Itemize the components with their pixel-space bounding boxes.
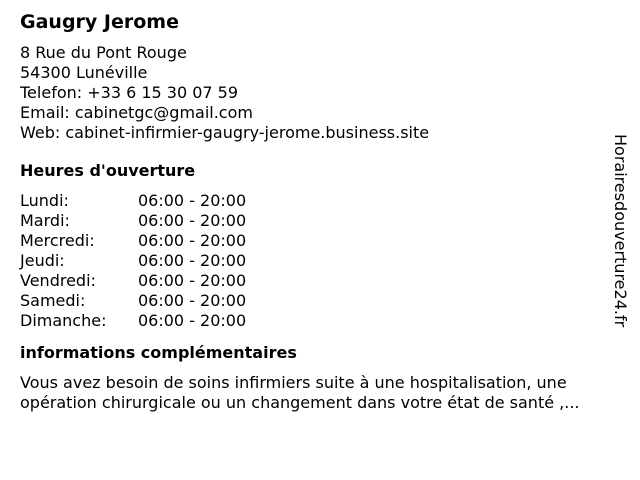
info-description: Vous avez besoin de soins infirmiers suite à une hospitalisation, une opération chirurgicale ou un changement dans votre état de santé ,... [20,373,580,412]
business-card [20,0,620,413]
hours-time: 06:00 - 20:00 [138,271,247,290]
hours-row [20,311,620,331]
hours-day: Samedi: [20,291,86,310]
hours-day: Lundi: [20,191,69,210]
hours-time: 06:00 - 20:00 [138,251,247,270]
business-name: Gaugry Jerome [20,11,179,33]
hours-row [20,231,620,251]
hours-row [20,251,620,271]
hours-row [20,211,620,231]
street-address: 8 Rue du Pont Rouge [20,43,187,62]
hours-time: 06:00 - 20:00 [138,191,247,210]
hours-row [20,191,620,211]
hours-table [20,191,620,331]
hours-day: Mardi: [20,211,70,230]
hours-time: 06:00 - 20:00 [138,211,247,230]
site-watermark: Horairesdouverture24.fr [611,134,630,328]
hours-time: 06:00 - 20:00 [138,291,247,310]
hours-heading: Heures d'ouverture [20,161,196,180]
info-heading: informations complémentaires [20,343,297,362]
hours-row [20,291,620,311]
web-line: Web: cabinet-infirmier-gaugry-jerome.business.site [20,123,430,142]
phone-line: Telefon: +33 6 15 30 07 59 [20,83,239,102]
hours-row [20,271,620,291]
hours-day: Vendredi: [20,271,96,290]
hours-day: Mercredi: [20,231,95,250]
email-line: Email: cabinetgc@gmail.com [20,103,253,122]
hours-time: 06:00 - 20:00 [138,231,247,250]
city-address: 54300 Lunéville [20,63,148,82]
hours-time: 06:00 - 20:00 [138,311,247,330]
hours-day: Jeudi: [20,251,65,270]
contact-block [20,43,620,143]
hours-day: Dimanche: [20,311,107,330]
